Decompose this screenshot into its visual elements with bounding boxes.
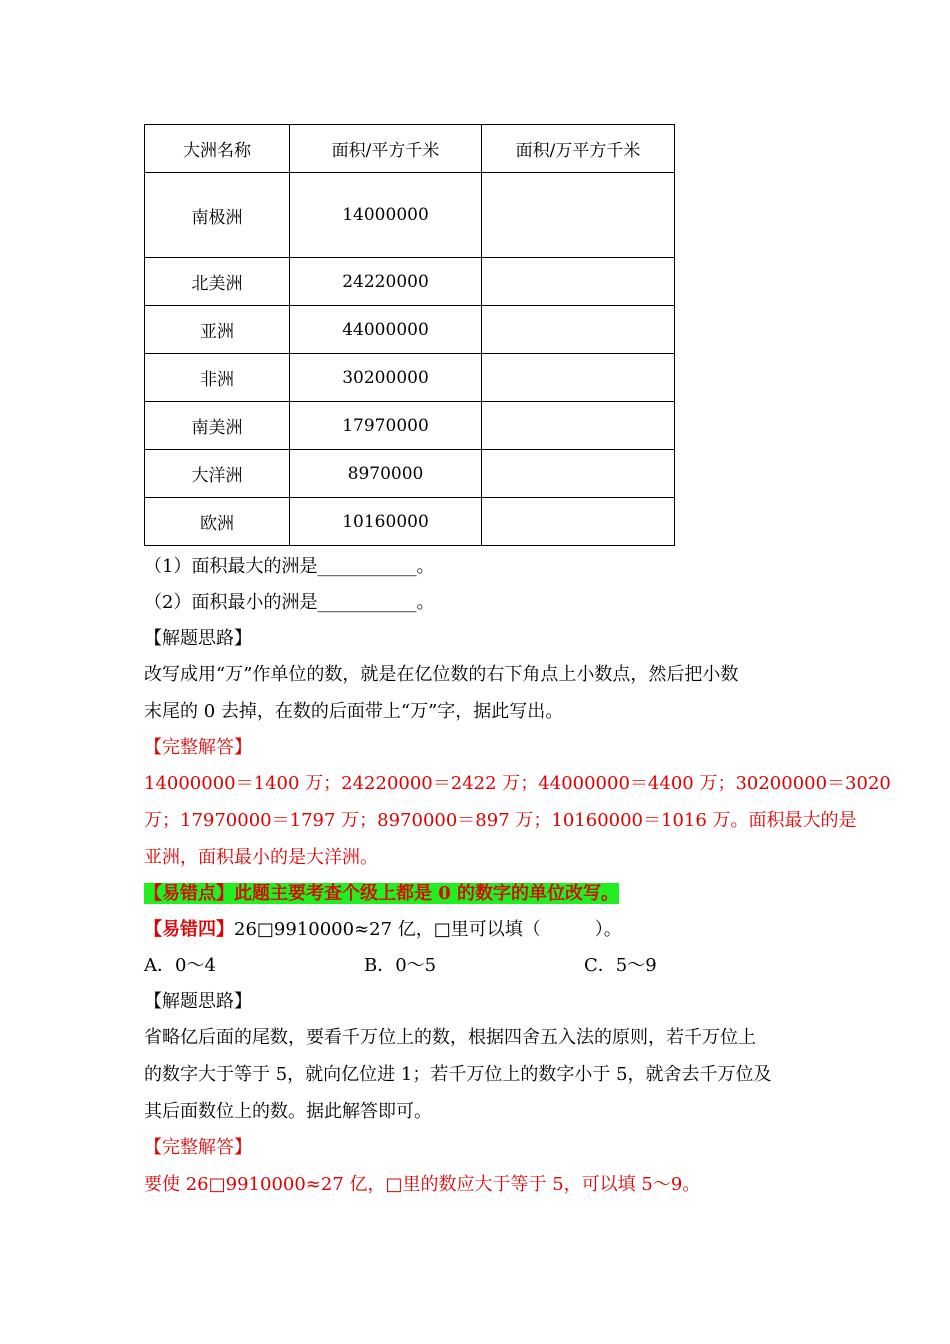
- thinking-line: 改写成用“万”作单位的数，就是在亿位数的右下角点上小数点，然后把小数: [144, 664, 739, 685]
- continent-name: 南美洲: [145, 402, 290, 450]
- table-row: [145, 402, 675, 450]
- pitfall-note: [144, 875, 824, 912]
- continent-name: 亚洲: [145, 306, 290, 354]
- thinking-line: 末尾的 0 去掉，在数的后面带上“万”字，据此写出。: [144, 701, 564, 722]
- continent-area-wan: [482, 354, 675, 402]
- answer-line: 要使 26□9910000≈27 亿，□里的数应大于等于 5，可以填 5～9。: [144, 1174, 701, 1195]
- question-label: 【易错四】: [144, 919, 234, 940]
- option-c: C．5～9: [584, 955, 657, 976]
- answer-line: 万；17970000＝1797 万；8970000＝897 万；10160000＝1016 万。面积最大的是: [144, 810, 857, 831]
- continent-name: 南极洲: [145, 173, 290, 258]
- table-row: [145, 306, 675, 354]
- question-2: （2）面积最小的洲是___________。: [144, 592, 435, 613]
- continent-name: 非洲: [145, 354, 290, 402]
- continent-area-wan: [482, 173, 675, 258]
- continent-area-wan: [482, 258, 675, 306]
- thinking-line: 其后面数位上的数。据此解答即可。: [144, 1101, 432, 1122]
- thinking-line: 的数字大于等于 5，就向亿位进 1；若千万位上的数字小于 5，就舍去千万位及: [144, 1064, 772, 1085]
- continent-area-wan: [482, 498, 675, 546]
- continent-area: 10160000: [290, 498, 482, 546]
- continent-area: 44000000: [290, 306, 482, 354]
- answer-title: 【完整解答】: [144, 1137, 252, 1158]
- continent-area-wan: [482, 450, 675, 498]
- table-row: [145, 498, 675, 546]
- option-a: A．0～4: [144, 955, 216, 976]
- table-row: [145, 354, 675, 402]
- continent-name: 大洋洲: [145, 450, 290, 498]
- header-area-km2: 面积/平方千米: [290, 125, 482, 173]
- question-1: （1）面积最大的洲是___________。: [144, 556, 435, 577]
- table-row: [145, 258, 675, 306]
- continent-area-wan: [482, 306, 675, 354]
- continent-area-wan: [482, 402, 675, 450]
- continent-name: 北美洲: [145, 258, 290, 306]
- continent-area: 14000000: [290, 173, 482, 258]
- header-continent: 大洲名称: [145, 125, 290, 173]
- table-row: [145, 450, 675, 498]
- continent-area: 17970000: [290, 402, 482, 450]
- question-4: [144, 911, 824, 948]
- thinking-title: 【解题思路】: [144, 628, 252, 649]
- continent-area-table: [144, 124, 675, 546]
- thinking-title: 【解题思路】: [144, 991, 252, 1012]
- table-row: [145, 173, 675, 258]
- option-b: B．0～5: [364, 955, 437, 976]
- answer-line: 亚洲，面积最小的是大洋洲。: [144, 847, 378, 868]
- continent-area: 8970000: [290, 450, 482, 498]
- continent-name: 欧洲: [145, 498, 290, 546]
- continent-area: 30200000: [290, 354, 482, 402]
- header-area-wan: 面积/万平方千米: [482, 125, 675, 173]
- pitfall-highlight: 【易错点】此题主要考查个级上都是 0 的数字的单位改写。: [144, 883, 620, 904]
- answer-line: 14000000＝1400 万；24220000＝2422 万；44000000＝4400 万；30200000＝3020: [144, 773, 891, 794]
- continent-area: 24220000: [290, 258, 482, 306]
- answer-title: 【完整解答】: [144, 737, 252, 758]
- thinking-line: 省略亿后面的尾数，要看千万位上的数，根据四舍五入法的原则，若千万位上: [144, 1027, 756, 1048]
- question-text: 26□9910000≈27 亿，□里可以填（ ）。: [234, 919, 622, 940]
- options-row: [144, 947, 824, 984]
